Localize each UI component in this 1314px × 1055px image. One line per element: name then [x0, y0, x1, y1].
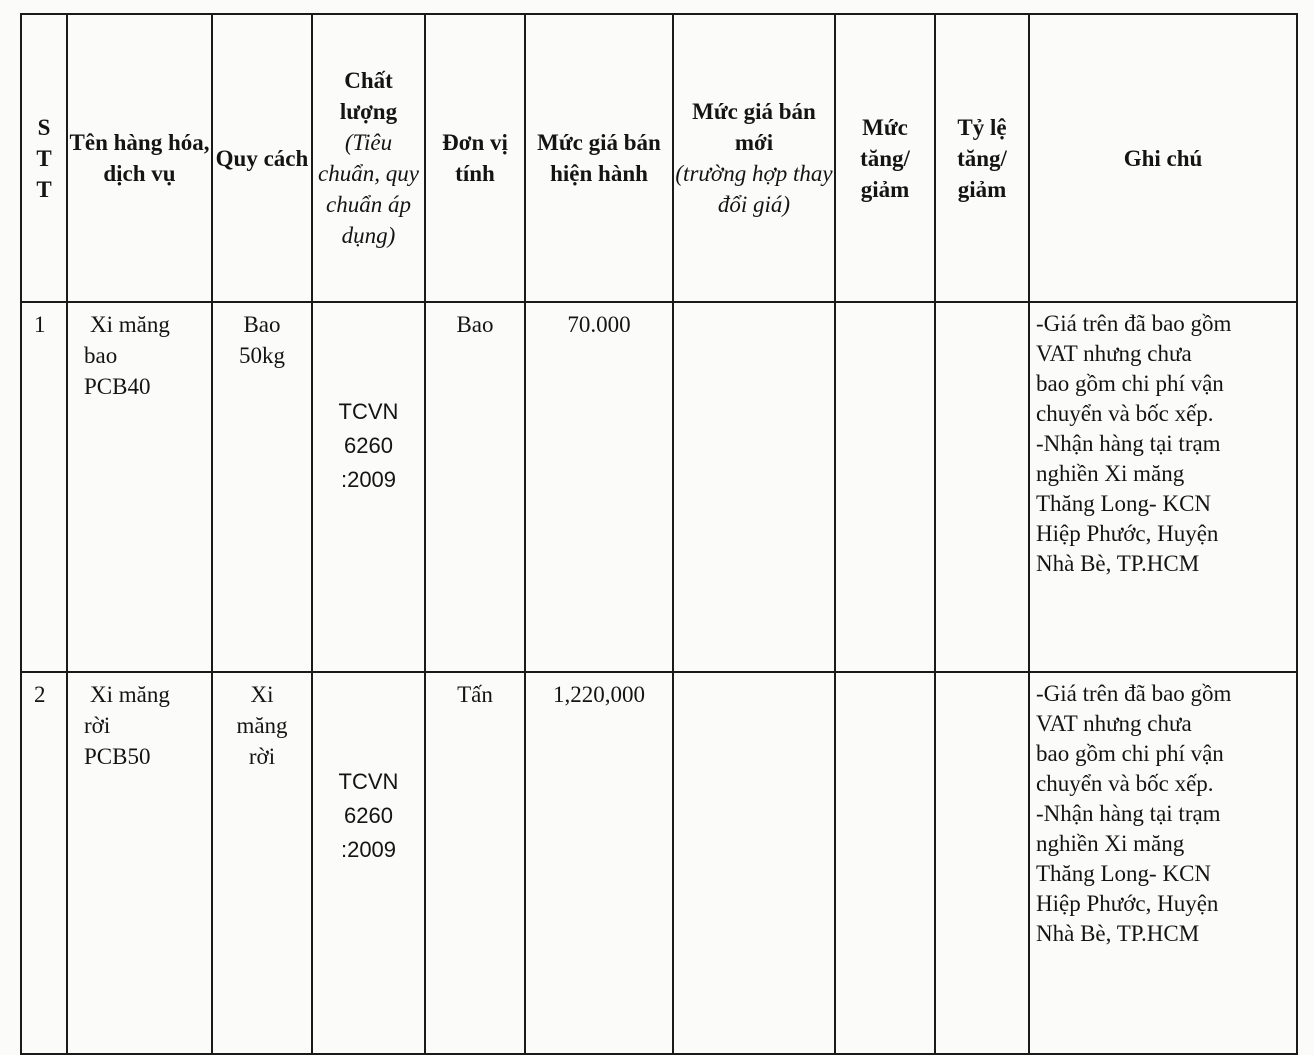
header-name: Tên hàng hóa, dịch vụ: [67, 14, 212, 302]
header-unit: Đơn vị tính: [425, 14, 525, 302]
header-current-price: Mức giá bán hiện hành: [525, 14, 673, 302]
row-new-price: [673, 672, 835, 1054]
row-unit: Tấn: [425, 672, 525, 1054]
row-new-price: [673, 302, 835, 672]
row-notes: -Giá trên đã bao gồm VAT nhưng chưa bao gồm chi phí vận chuyển và bốc xếp. -Nhận hàng tại trạm nghiền Xi măng Thăng Long- KCN Hiệp Phước, Huyện Nhà Bè, TP.HCM: [1029, 302, 1297, 672]
row-standard: TCVN 6260 :2009: [312, 672, 425, 1054]
row-spec: Bao 50kg: [212, 302, 312, 672]
row-name: Xi măng rời PCB50: [67, 672, 212, 1054]
row-notes: -Giá trên đã bao gồm VAT nhưng chưa bao gồm chi phí vận chuyển và bốc xếp. -Nhận hàng tại trạm nghiền Xi măng Thăng Long- KCN Hiệp Phước, Huyện Nhà Bè, TP.HCM: [1029, 672, 1297, 1054]
row-stt: 1: [21, 302, 67, 672]
header-new-price: Mức giá bán mới (trường hợp thay đổi giá): [673, 14, 835, 302]
header-quality: Chất lượng (Tiêu chuẩn, quy chuẩn áp dụng): [312, 14, 425, 302]
row-spec: Xi măng rời: [212, 672, 312, 1054]
price-table: [20, 13, 1298, 1055]
row-standard: TCVN 6260 :2009: [312, 302, 425, 672]
table-row: [21, 302, 1297, 672]
header-notes: Ghi chú: [1029, 14, 1297, 302]
row-unit: Bao: [425, 302, 525, 672]
header-spec: Quy cách: [212, 14, 312, 302]
header-change: Mức tăng/ giảm: [835, 14, 935, 302]
row-change: [835, 672, 935, 1054]
row-current-price: 1,220,000: [525, 672, 673, 1054]
header-stt: S T T: [21, 14, 67, 302]
header-row: [21, 14, 1297, 302]
row-stt: 2: [21, 672, 67, 1054]
header-ratio: Tỷ lệ tăng/ giảm: [935, 14, 1029, 302]
row-ratio: [935, 302, 1029, 672]
table-row: [21, 672, 1297, 1054]
row-current-price: 70.000: [525, 302, 673, 672]
row-ratio: [935, 672, 1029, 1054]
row-change: [835, 302, 935, 672]
row-name: Xi măng bao PCB40: [67, 302, 212, 672]
